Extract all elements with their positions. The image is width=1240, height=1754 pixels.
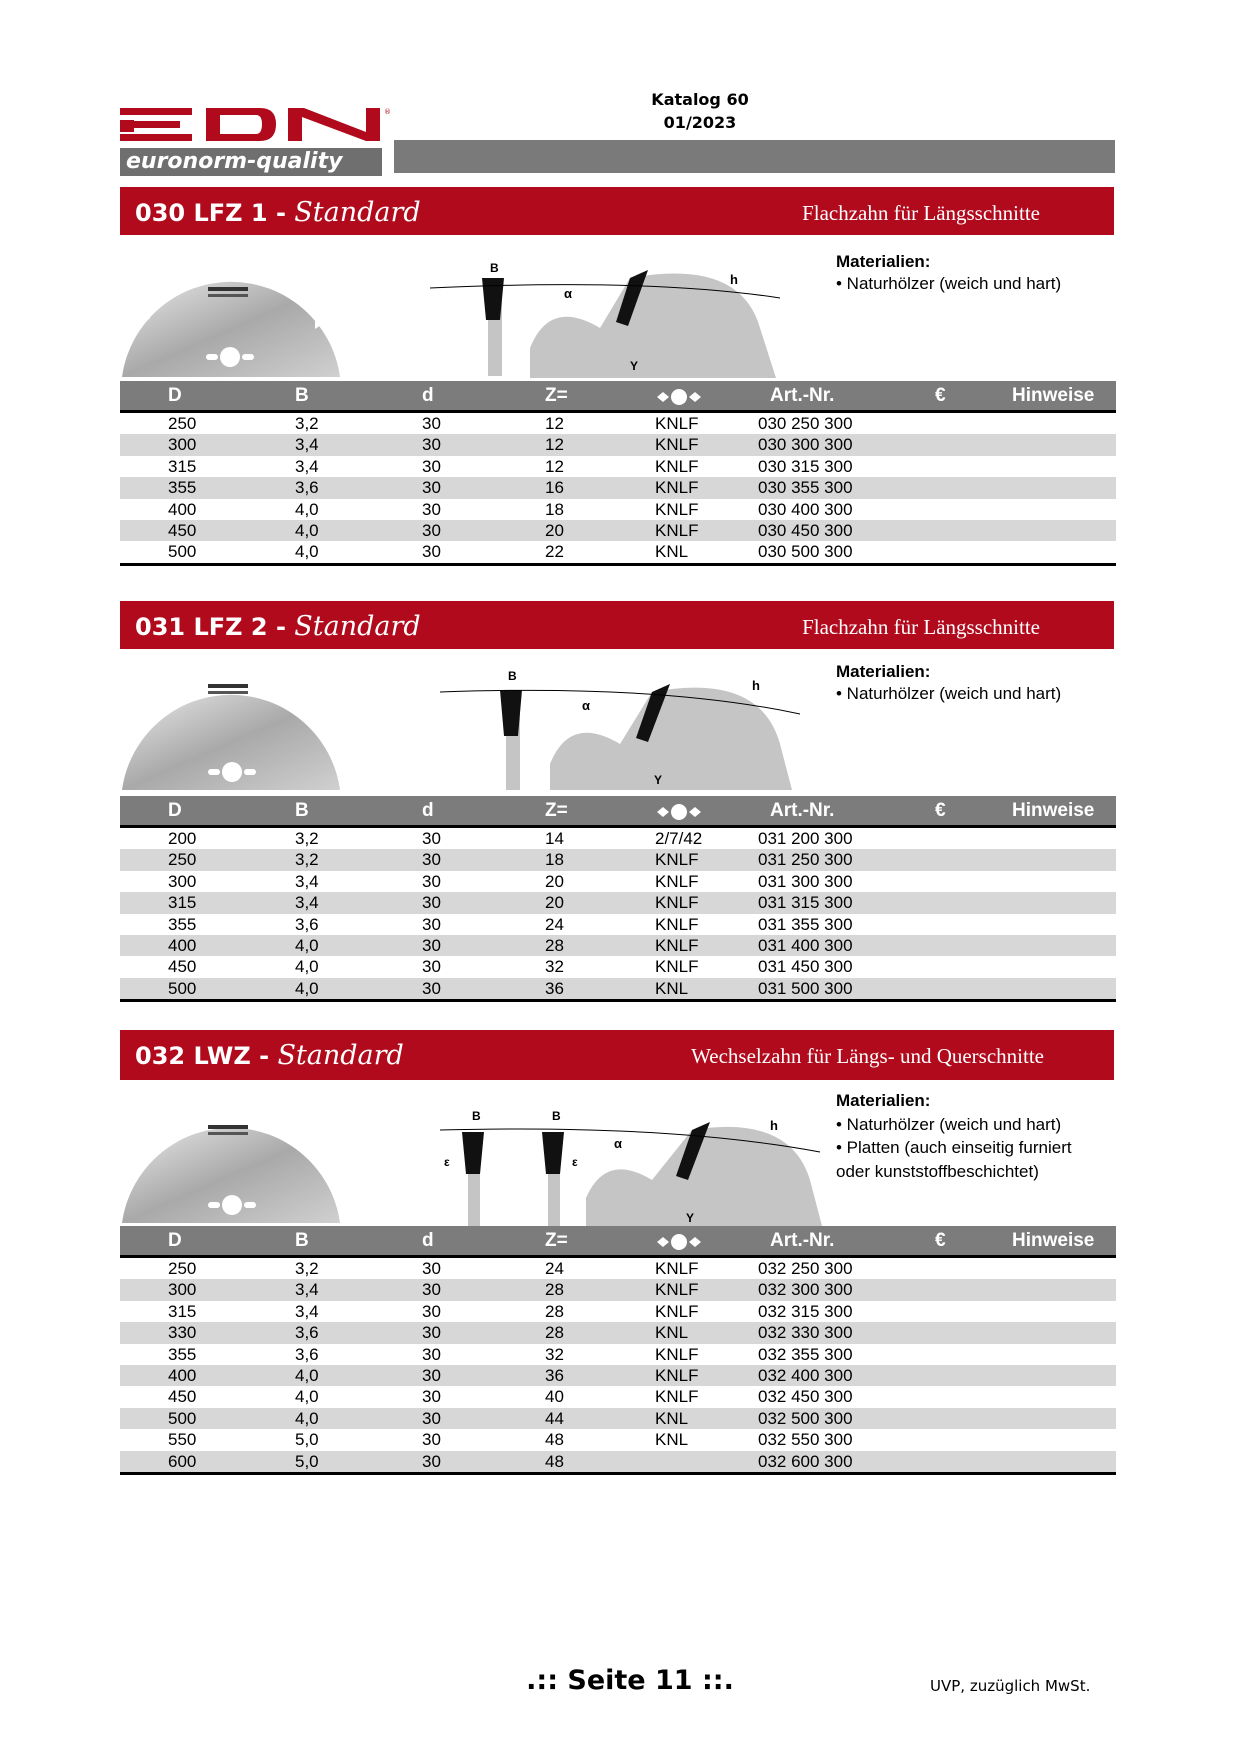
table-row bbox=[120, 541, 1116, 562]
cell-holes: KNLF bbox=[655, 1280, 699, 1300]
product-table bbox=[120, 381, 1116, 566]
cell-d-outer: 330 bbox=[168, 1323, 197, 1343]
cell-holes: KNL bbox=[655, 978, 689, 998]
cell-z: 28 bbox=[545, 1323, 564, 1343]
saw-blade-image bbox=[120, 251, 342, 377]
tooth-geometry-diagram bbox=[430, 1108, 840, 1226]
materials-heading: Materialien: bbox=[836, 662, 931, 681]
cell-holes: KNLF bbox=[655, 1259, 699, 1278]
materials-block bbox=[836, 661, 1061, 705]
materials-heading: Materialien: bbox=[836, 1091, 931, 1110]
table-row bbox=[120, 1386, 1116, 1407]
cell-d-outer: 400 bbox=[168, 935, 197, 955]
cell-b: 3,2 bbox=[295, 1259, 319, 1278]
cell-z: 28 bbox=[545, 935, 564, 955]
col-b: B bbox=[295, 800, 309, 821]
cell-d-outer: 250 bbox=[168, 414, 197, 433]
cell-d-bore: 30 bbox=[422, 957, 441, 977]
materials-heading: Materialien: bbox=[836, 252, 931, 271]
cell-d-outer: 600 bbox=[168, 1451, 197, 1471]
cell-d-bore: 30 bbox=[422, 1301, 441, 1321]
cell-d-bore: 30 bbox=[422, 1323, 441, 1343]
table-row bbox=[120, 1365, 1116, 1386]
section-title-bar bbox=[120, 187, 1114, 235]
svg-text:ε: ε bbox=[444, 1155, 450, 1169]
section-code: 031 LFZ 2 - Standard bbox=[135, 611, 421, 642]
cell-d-bore: 30 bbox=[422, 1430, 441, 1450]
table-row bbox=[120, 1279, 1116, 1300]
col-z: Z= bbox=[545, 385, 568, 406]
cell-d-outer: 315 bbox=[168, 1301, 197, 1321]
cell-art-nr: 030 400 300 bbox=[758, 499, 853, 519]
col-z: Z= bbox=[545, 800, 568, 821]
section-standard: Standard bbox=[294, 197, 421, 228]
cell-b: 3,4 bbox=[295, 456, 319, 476]
cell-b: 3,4 bbox=[295, 871, 319, 891]
cell-art-nr: 032 600 300 bbox=[758, 1451, 853, 1471]
cell-art-nr: 031 500 300 bbox=[758, 978, 853, 998]
cell-art-nr: 030 355 300 bbox=[758, 478, 853, 498]
saw-blade-image bbox=[120, 1097, 342, 1223]
table-row bbox=[120, 849, 1116, 870]
cell-holes: KNL bbox=[655, 542, 689, 562]
table-row bbox=[120, 1322, 1116, 1343]
cell-z: 20 bbox=[545, 520, 564, 540]
section-code: 032 LWZ - Standard bbox=[135, 1040, 404, 1071]
cell-z: 36 bbox=[545, 978, 564, 998]
section-subtitle: Flachzahn für Längsschnitte bbox=[802, 201, 1040, 225]
cell-holes: KNLF bbox=[655, 414, 699, 433]
cell-art-nr: 032 355 300 bbox=[758, 1344, 853, 1364]
materials-block bbox=[836, 1089, 1072, 1183]
cell-art-nr: 031 250 300 bbox=[758, 850, 853, 870]
cell-z: 18 bbox=[545, 850, 564, 870]
materials-item: • Naturhölzer (weich und hart) bbox=[836, 1114, 1062, 1134]
table-row bbox=[120, 935, 1116, 956]
cell-z: 48 bbox=[545, 1451, 564, 1471]
col-notes: Hinweise bbox=[1012, 1230, 1095, 1251]
col-art-nr: Art.-Nr. bbox=[770, 385, 835, 406]
cell-d-bore: 30 bbox=[422, 435, 441, 455]
section-title-bar bbox=[120, 601, 1114, 649]
cell-b: 4,0 bbox=[295, 1365, 319, 1385]
saw-blade-image bbox=[120, 664, 342, 790]
cell-art-nr: 031 400 300 bbox=[758, 935, 853, 955]
cell-b: 4,0 bbox=[295, 957, 319, 977]
edn-logo-mark bbox=[120, 108, 380, 141]
col-b: B bbox=[295, 385, 309, 406]
cell-d-bore: 30 bbox=[422, 935, 441, 955]
cell-art-nr: 031 300 300 bbox=[758, 871, 853, 891]
table-row bbox=[120, 413, 1116, 434]
cell-holes: KNLF bbox=[655, 914, 699, 934]
cell-art-nr: 032 250 300 bbox=[758, 1259, 853, 1278]
pin-holes-icon bbox=[655, 1231, 703, 1260]
cell-b: 3,4 bbox=[295, 893, 319, 913]
svg-text:B: B bbox=[472, 1109, 481, 1123]
svg-text:α: α bbox=[582, 698, 590, 713]
cell-z: 12 bbox=[545, 435, 564, 455]
table-row bbox=[120, 499, 1116, 520]
svg-text:Y: Y bbox=[630, 359, 639, 373]
cell-b: 5,0 bbox=[295, 1451, 319, 1471]
cell-d-outer: 250 bbox=[168, 850, 197, 870]
cell-d-bore: 30 bbox=[422, 1451, 441, 1471]
cell-z: 32 bbox=[545, 1344, 564, 1364]
cell-d-outer: 500 bbox=[168, 978, 197, 998]
tooth-geometry-diagram bbox=[440, 668, 840, 790]
cell-b: 3,6 bbox=[295, 1344, 319, 1364]
cell-holes: KNLF bbox=[655, 499, 699, 519]
cell-b: 3,2 bbox=[295, 829, 319, 848]
table-row bbox=[120, 434, 1116, 455]
table-row bbox=[120, 1258, 1116, 1279]
table-row bbox=[120, 1408, 1116, 1429]
table-row bbox=[120, 956, 1116, 977]
col-price: € bbox=[935, 385, 946, 406]
cell-d-bore: 30 bbox=[422, 520, 441, 540]
materials-item: • Platten (auch einseitig furniert bbox=[836, 1138, 1072, 1157]
cell-z: 20 bbox=[545, 871, 564, 891]
pin-holes-icon bbox=[655, 801, 703, 830]
cell-holes: 2/7/42 bbox=[655, 829, 703, 848]
table-end-rule bbox=[120, 999, 1116, 1002]
table-row bbox=[120, 828, 1116, 849]
col-art-nr: Art.-Nr. bbox=[770, 800, 835, 821]
catalog-title: Katalog 60 bbox=[651, 90, 749, 109]
cell-b: 3,4 bbox=[295, 435, 319, 455]
cell-b: 4,0 bbox=[295, 1387, 319, 1407]
table-header bbox=[120, 796, 1116, 828]
cell-z: 24 bbox=[545, 1259, 564, 1278]
section-subtitle: Flachzahn für Längsschnitte bbox=[802, 615, 1040, 639]
cell-z: 12 bbox=[545, 414, 564, 433]
col-z: Z= bbox=[545, 1230, 568, 1251]
cell-z: 18 bbox=[545, 499, 564, 519]
cell-d-bore: 30 bbox=[422, 829, 441, 848]
cell-holes: KNLF bbox=[655, 957, 699, 977]
cell-z: 40 bbox=[545, 1387, 564, 1407]
cell-b: 4,0 bbox=[295, 499, 319, 519]
cell-art-nr: 031 450 300 bbox=[758, 957, 853, 977]
cell-b: 4,0 bbox=[295, 1408, 319, 1428]
cell-d-bore: 30 bbox=[422, 456, 441, 476]
cell-art-nr: 032 315 300 bbox=[758, 1301, 853, 1321]
cell-d-outer: 315 bbox=[168, 456, 197, 476]
table-end-rule bbox=[120, 1472, 1116, 1475]
pin-holes-icon bbox=[655, 386, 703, 415]
cell-z: 24 bbox=[545, 914, 564, 934]
section-standard: Standard bbox=[294, 611, 421, 642]
cell-b: 3,6 bbox=[295, 1323, 319, 1343]
cell-art-nr: 030 315 300 bbox=[758, 456, 853, 476]
cell-d-bore: 30 bbox=[422, 1259, 441, 1278]
cell-d-outer: 355 bbox=[168, 478, 197, 498]
cell-d-outer: 450 bbox=[168, 520, 197, 540]
cell-b: 3,6 bbox=[295, 914, 319, 934]
svg-text:B: B bbox=[490, 261, 499, 275]
col-d-bore: d bbox=[422, 385, 434, 406]
col-d-outer: D bbox=[168, 800, 182, 821]
cell-art-nr: 032 450 300 bbox=[758, 1387, 853, 1407]
cell-d-bore: 30 bbox=[422, 499, 441, 519]
cell-holes: KNL bbox=[655, 1408, 689, 1428]
cell-z: 32 bbox=[545, 957, 564, 977]
cell-art-nr: 032 330 300 bbox=[758, 1323, 853, 1343]
section-subtitle: Wechselzahn für Längs- und Querschnitte bbox=[691, 1044, 1044, 1068]
cell-d-outer: 200 bbox=[168, 829, 197, 848]
tooth-geometry-diagram bbox=[430, 258, 830, 378]
cell-holes: KNLF bbox=[655, 850, 699, 870]
table-row bbox=[120, 456, 1116, 477]
cell-d-outer: 500 bbox=[168, 1408, 197, 1428]
cell-b: 5,0 bbox=[295, 1430, 319, 1450]
cell-d-outer: 315 bbox=[168, 893, 197, 913]
cell-z: 16 bbox=[545, 478, 564, 498]
svg-text:h: h bbox=[730, 272, 738, 287]
cell-z: 28 bbox=[545, 1301, 564, 1321]
cell-d-bore: 30 bbox=[422, 914, 441, 934]
svg-text:B: B bbox=[508, 669, 517, 683]
cell-holes: KNLF bbox=[655, 456, 699, 476]
col-d-bore: d bbox=[422, 1230, 434, 1251]
cell-art-nr: 032 550 300 bbox=[758, 1430, 853, 1450]
col-d-outer: D bbox=[168, 385, 182, 406]
section-standard: Standard bbox=[277, 1040, 404, 1071]
svg-text:Y: Y bbox=[654, 773, 663, 787]
cell-d-bore: 30 bbox=[422, 414, 441, 433]
svg-text:Y: Y bbox=[686, 1211, 695, 1225]
cell-b: 4,0 bbox=[295, 520, 319, 540]
table-row bbox=[120, 892, 1116, 913]
svg-text:α: α bbox=[614, 1136, 622, 1151]
cell-b: 3,4 bbox=[295, 1280, 319, 1300]
materials-item: • Naturhölzer (weich und hart) bbox=[836, 684, 1062, 703]
cell-holes: KNL bbox=[655, 1323, 689, 1343]
header-bar bbox=[394, 140, 1115, 173]
cell-d-bore: 30 bbox=[422, 850, 441, 870]
cell-holes: KNLF bbox=[655, 1344, 699, 1364]
cell-d-bore: 30 bbox=[422, 1408, 441, 1428]
table-row bbox=[120, 914, 1116, 935]
col-price: € bbox=[935, 800, 946, 821]
product-table bbox=[120, 796, 1116, 1002]
cell-holes: KNLF bbox=[655, 935, 699, 955]
cell-art-nr: 030 300 300 bbox=[758, 435, 853, 455]
cell-d-bore: 30 bbox=[422, 978, 441, 998]
page-number: .:: Seite 11 ::. bbox=[526, 1665, 734, 1696]
cell-d-outer: 355 bbox=[168, 1344, 197, 1364]
cell-art-nr: 032 300 300 bbox=[758, 1280, 853, 1300]
cell-holes: KNLF bbox=[655, 1365, 699, 1385]
col-notes: Hinweise bbox=[1012, 800, 1095, 821]
cell-art-nr: 030 450 300 bbox=[758, 520, 853, 540]
cell-d-bore: 30 bbox=[422, 871, 441, 891]
cell-z: 44 bbox=[545, 1408, 564, 1428]
col-notes: Hinweise bbox=[1012, 385, 1095, 406]
svg-text:B: B bbox=[552, 1109, 561, 1123]
table-row bbox=[120, 1344, 1116, 1365]
cell-b: 3,4 bbox=[295, 1301, 319, 1321]
svg-text:ε: ε bbox=[572, 1155, 578, 1169]
cell-d-outer: 355 bbox=[168, 914, 197, 934]
cell-d-outer: 400 bbox=[168, 1365, 197, 1385]
cell-holes: KNLF bbox=[655, 1301, 699, 1321]
table-row bbox=[120, 1301, 1116, 1322]
section-code: 030 LFZ 1 - Standard bbox=[135, 197, 421, 228]
cell-art-nr: 031 315 300 bbox=[758, 893, 853, 913]
cell-art-nr: 031 200 300 bbox=[758, 829, 853, 848]
cell-holes: KNLF bbox=[655, 893, 699, 913]
cell-d-outer: 300 bbox=[168, 871, 197, 891]
cell-z: 22 bbox=[545, 542, 564, 562]
cell-z: 12 bbox=[545, 456, 564, 476]
cell-d-bore: 30 bbox=[422, 1344, 441, 1364]
cell-d-outer: 300 bbox=[168, 1280, 197, 1300]
cell-b: 4,0 bbox=[295, 935, 319, 955]
cell-art-nr: 030 500 300 bbox=[758, 542, 853, 562]
cell-d-outer: 550 bbox=[168, 1430, 197, 1450]
materials-item: oder kunststoffbeschichtet) bbox=[836, 1161, 1039, 1181]
cell-art-nr: 032 500 300 bbox=[758, 1408, 853, 1428]
cell-d-bore: 30 bbox=[422, 542, 441, 562]
cell-d-bore: 30 bbox=[422, 478, 441, 498]
catalog-header bbox=[600, 88, 800, 134]
cell-d-outer: 250 bbox=[168, 1259, 197, 1278]
cell-holes: KNL bbox=[655, 1430, 689, 1450]
cell-b: 4,0 bbox=[295, 542, 319, 562]
cell-d-outer: 450 bbox=[168, 1387, 197, 1407]
col-d-bore: d bbox=[422, 800, 434, 821]
table-row bbox=[120, 520, 1116, 541]
cell-holes: KNLF bbox=[655, 478, 699, 498]
cell-d-bore: 30 bbox=[422, 893, 441, 913]
cell-z: 20 bbox=[545, 893, 564, 913]
table-row bbox=[120, 1451, 1116, 1472]
cell-art-nr: 032 400 300 bbox=[758, 1365, 853, 1385]
col-b: B bbox=[295, 1230, 309, 1251]
vat-note: UVP, zuzüglich MwSt. bbox=[930, 1677, 1091, 1695]
cell-holes: KNLF bbox=[655, 871, 699, 891]
cell-holes: KNLF bbox=[655, 520, 699, 540]
svg-text:®: ® bbox=[384, 108, 391, 116]
cell-b: 4,0 bbox=[295, 978, 319, 998]
cell-d-bore: 30 bbox=[422, 1387, 441, 1407]
svg-text:h: h bbox=[752, 678, 760, 693]
cell-d-outer: 450 bbox=[168, 957, 197, 977]
cell-z: 28 bbox=[545, 1280, 564, 1300]
cell-d-outer: 400 bbox=[168, 499, 197, 519]
cell-z: 36 bbox=[545, 1365, 564, 1385]
col-d-outer: D bbox=[168, 1230, 182, 1251]
cell-z: 14 bbox=[545, 829, 564, 848]
section-title-bar bbox=[120, 1030, 1114, 1080]
cell-d-bore: 30 bbox=[422, 1280, 441, 1300]
cell-d-outer: 300 bbox=[168, 435, 197, 455]
table-row bbox=[120, 1429, 1116, 1450]
cell-art-nr: 031 355 300 bbox=[758, 914, 853, 934]
table-row bbox=[120, 978, 1116, 999]
logo-tagline: euronorm-quality bbox=[120, 148, 382, 176]
cell-b: 3,2 bbox=[295, 414, 319, 433]
cell-holes: KNLF bbox=[655, 435, 699, 455]
catalog-date: 01/2023 bbox=[663, 113, 737, 132]
cell-z: 48 bbox=[545, 1430, 564, 1450]
table-end-rule bbox=[120, 563, 1116, 566]
table-row bbox=[120, 871, 1116, 892]
col-price: € bbox=[935, 1230, 946, 1251]
materials-block bbox=[836, 251, 1061, 295]
svg-text:h: h bbox=[770, 1118, 778, 1133]
table-header bbox=[120, 381, 1116, 413]
product-table bbox=[120, 1226, 1116, 1475]
table-row bbox=[120, 477, 1116, 498]
col-art-nr: Art.-Nr. bbox=[770, 1230, 835, 1251]
cell-d-bore: 30 bbox=[422, 1365, 441, 1385]
cell-holes: KNLF bbox=[655, 1387, 699, 1407]
svg-text:α: α bbox=[564, 286, 572, 301]
cell-b: 3,6 bbox=[295, 478, 319, 498]
cell-art-nr: 030 250 300 bbox=[758, 414, 853, 433]
table-header bbox=[120, 1226, 1116, 1258]
cell-d-outer: 500 bbox=[168, 542, 197, 562]
materials-item: • Naturhölzer (weich und hart) bbox=[836, 274, 1062, 293]
cell-b: 3,2 bbox=[295, 850, 319, 870]
